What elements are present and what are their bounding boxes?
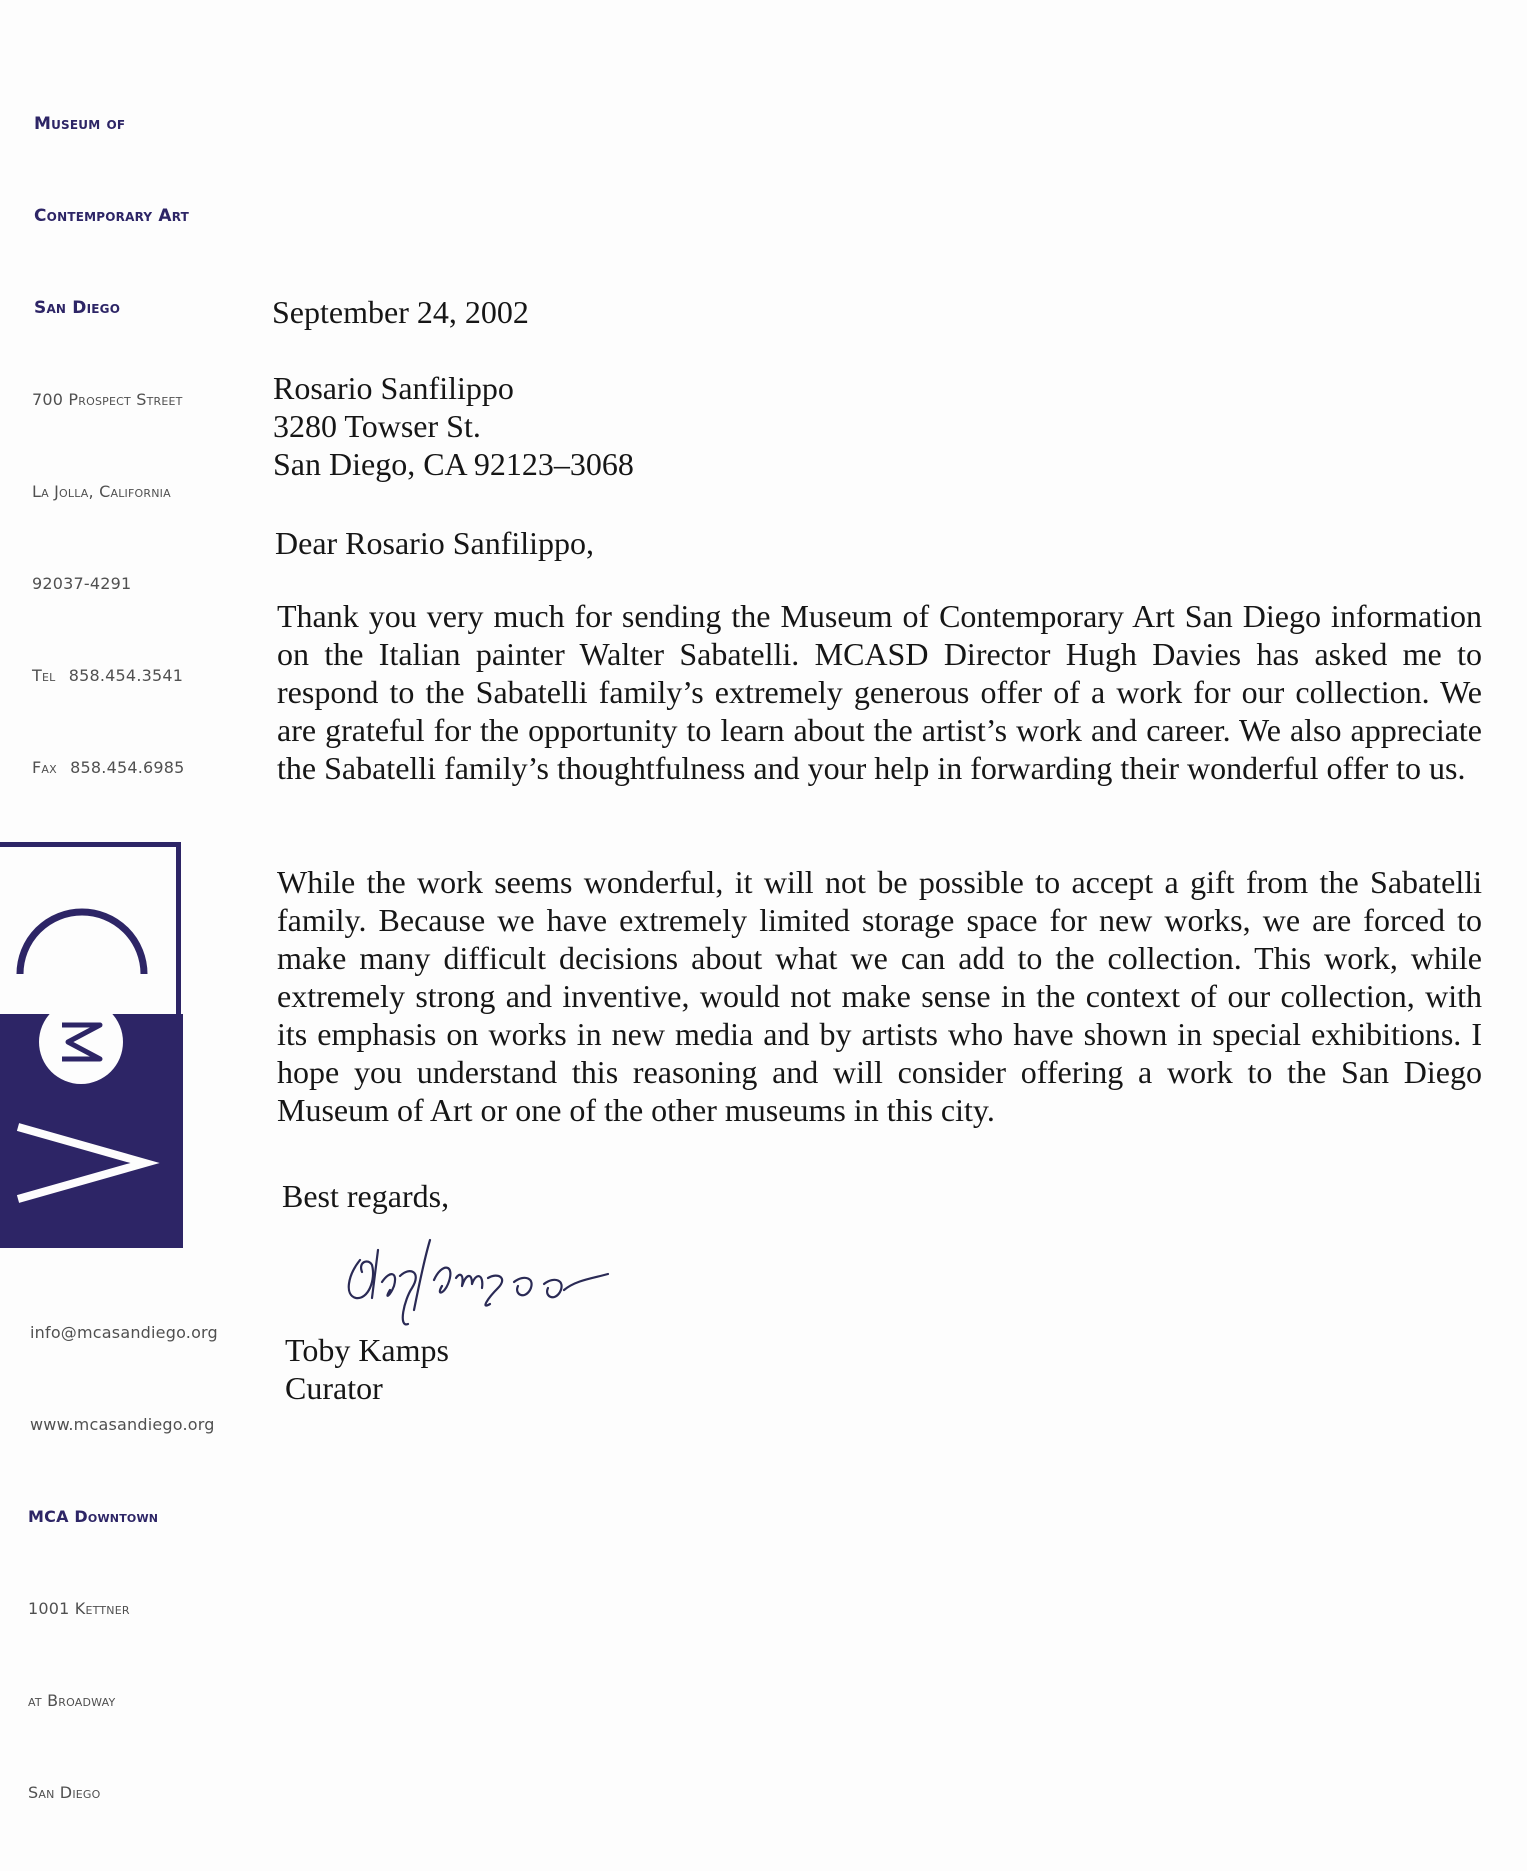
org-email-link[interactable]: info@mcasandiego.org [30,1323,218,1342]
recipient-city: San Diego, CA 92123–3068 [273,446,634,482]
branch-street: 1001 Kettner [28,1599,130,1618]
mca-logo-icon [0,842,183,1248]
org-fax [32,758,185,777]
org-name-line2: Contemporary Art [34,206,190,226]
body-paragraph-1: Thank you very much for sending the Museum of Contemporary Art San Diego information on the Italian painter Walter Sabatelli. MCASD Director Hugh Davies has asked me to respond to the Sabatelli family’s extremely generous offer of a work for our collection. We are grateful for the opportunity to learn about the artist’s work and career. We also appreciate the Sabatelli family’s thoughtfulness and your help in forwarding their wonderful offer to us. [277,598,1482,786]
signer-name: Toby Kamps [285,1332,449,1368]
org-name-line3: San Diego [34,298,121,318]
recipient-street: 3280 Towser St. [273,408,481,444]
greeting: Dear Rosario Sanfilippo, [275,525,595,561]
branch-cross-street: at Broadway [28,1691,116,1710]
fax-number: 858.454.6985 [70,758,185,777]
org-website-link[interactable]: www.mcasandiego.org [30,1415,215,1434]
signer-title: Curator [285,1370,383,1406]
recipient-name: Rosario Sanfilippo [273,370,514,406]
org-city: La Jolla, California [32,482,171,501]
org-tel [32,666,183,685]
closing: Best regards, [282,1178,450,1214]
org-street: 700 Prospect Street [32,390,183,409]
org-zip: 92037-4291 [32,574,132,593]
tel-number: 858.454.3541 [68,666,184,685]
branch-name: MCA Downtown [28,1507,159,1526]
letter-date: September 24, 2002 [272,294,529,330]
fax-label: Fax [32,758,57,777]
body-paragraph-2: While the work seems wonderful, it will not be possible to accept a gift from the Sabatelli family. Because we have extremely limited storage space for new works, we are forced to make many difficult decisions about what we can add to the collection. This work, while extremely strong and inventive, would not make sense in the context of our collection, with its emphasis on works in new media and by artists who have shown in special exhibitions. I hope you understand this reasoning and will consider offering a work to the San Diego Museum of Art or one of the other museums in this city. [277,864,1482,1128]
tel-label: Tel [32,666,56,685]
org-name-line1: Museum of [34,114,126,134]
handwritten-signature [338,1220,718,1340]
recipient-address [273,369,634,483]
branch-city: San Diego [28,1783,101,1802]
